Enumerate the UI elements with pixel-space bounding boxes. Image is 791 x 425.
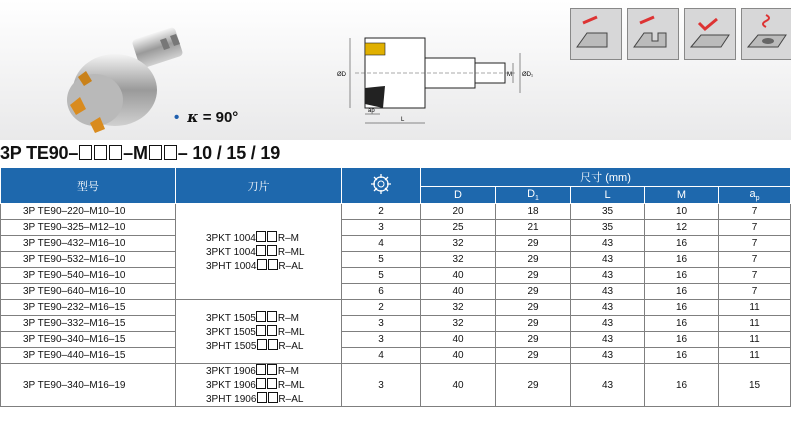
cell-ap: 7 <box>719 284 791 300</box>
cell-l: 35 <box>571 204 645 220</box>
cell-z: 3 <box>342 316 421 332</box>
cell-m: 16 <box>645 332 719 348</box>
cell-m: 16 <box>645 268 719 284</box>
placeholder-box <box>267 231 277 242</box>
cell-d: 32 <box>421 300 496 316</box>
cell-model: 3P TE90–325–M12–10 <box>1 220 176 236</box>
placeholder-box <box>256 325 266 336</box>
cell-model: 3P TE90–232–M16–15 <box>1 300 176 316</box>
cell-d1: 29 <box>496 316 571 332</box>
insert-line: 3PKT 1505 R–ML <box>206 326 305 338</box>
placeholder-box <box>257 392 267 403</box>
cell-ap: 7 <box>719 204 791 220</box>
dim-d1-label: ØD₁ <box>522 72 534 78</box>
table-row <box>1 364 791 407</box>
cell-l: 43 <box>571 300 645 316</box>
spec-table <box>0 167 791 407</box>
header-d1: $D_1$ <box>496 187 571 204</box>
cell-model: 3P TE90–432–M16–10 <box>1 236 176 252</box>
cell-l: 43 <box>571 316 645 332</box>
cell-model: 3P TE90–340–M16–19 <box>1 364 176 407</box>
cell-m: 16 <box>645 252 719 268</box>
cell-d1: 29 <box>496 348 571 364</box>
cell-model: 3P TE90–220–M10–10 <box>1 204 176 220</box>
cell-z: 4 <box>342 348 421 364</box>
placeholder-box <box>268 392 278 403</box>
cell-l: 43 <box>571 284 645 300</box>
cell-model: 3P TE90–440–M16–15 <box>1 348 176 364</box>
table-row <box>1 316 791 332</box>
placeholder-box <box>256 245 266 256</box>
dimension-drawing <box>335 28 535 128</box>
cell-d: 40 <box>421 284 496 300</box>
cell-ap: 7 <box>719 252 791 268</box>
ramping-icon <box>741 8 791 60</box>
dim-l-label: L <box>401 117 405 123</box>
placeholder-box <box>267 325 277 336</box>
placeholder-box <box>267 311 277 322</box>
placeholder-box <box>267 245 277 256</box>
cell-z: 3 <box>342 332 421 348</box>
cell-m: 16 <box>645 236 719 252</box>
cell-z: 2 <box>342 204 421 220</box>
insert-line: 3PKT 1505 R–M <box>206 312 299 324</box>
cell-ap: 7 <box>719 220 791 236</box>
placeholder-box <box>256 311 266 322</box>
placeholder-box <box>79 145 92 160</box>
face-milling-icon <box>684 8 736 60</box>
slot-milling-icon <box>627 8 679 60</box>
placeholder-box <box>94 145 107 160</box>
cell-m: 16 <box>645 348 719 364</box>
placeholder-box <box>268 259 278 270</box>
table-row <box>1 284 791 300</box>
cell-ap: 15 <box>719 364 791 407</box>
insert-line: 3PKT 1906 R–M <box>206 366 299 378</box>
table-row <box>1 332 791 348</box>
placeholder-box <box>256 231 266 242</box>
cell-d: 32 <box>421 236 496 252</box>
placeholder-box <box>267 364 277 375</box>
placeholder-box <box>109 145 122 160</box>
header-model: 型号 <box>1 168 176 204</box>
cell-z: 3 <box>342 220 421 236</box>
insert-line: 3PHT 1505 R–AL <box>206 340 304 352</box>
insert-line: 3PHT 1906 R–AL <box>206 394 304 406</box>
cell-d1: 29 <box>496 300 571 316</box>
insert-cell <box>176 364 342 407</box>
page-title: 3P TE90– –M – 10 / 15 / 19 <box>0 143 281 163</box>
cell-d1: 29 <box>496 284 571 300</box>
placeholder-box <box>149 145 162 160</box>
cell-z: 2 <box>342 300 421 316</box>
header-area <box>0 0 791 140</box>
cell-m: 16 <box>645 364 719 407</box>
cell-d1: 29 <box>496 364 571 407</box>
dim-ap-label: ap <box>368 108 375 114</box>
cell-l: 43 <box>571 348 645 364</box>
header-ap: $a_p$ <box>719 187 791 204</box>
dim-m-label: M <box>507 72 512 78</box>
insert-cell <box>176 300 342 364</box>
cell-m: 16 <box>645 300 719 316</box>
cell-d: 32 <box>421 252 496 268</box>
insert-line: 3PKT 1004 R–ML <box>206 246 305 258</box>
cell-d1: 29 <box>496 268 571 284</box>
cell-z: 5 <box>342 268 421 284</box>
header-d: D <box>421 187 496 204</box>
placeholder-box <box>257 259 267 270</box>
table-row <box>1 220 791 236</box>
cell-d1: 18 <box>496 204 571 220</box>
cell-d1: 29 <box>496 332 571 348</box>
cell-z: 6 <box>342 284 421 300</box>
placeholder-box <box>256 364 266 375</box>
cell-model: 3P TE90–332–M16–15 <box>1 316 176 332</box>
cell-l: 43 <box>571 236 645 252</box>
cell-model: 3P TE90–532–M16–10 <box>1 252 176 268</box>
cell-d: 40 <box>421 268 496 284</box>
cell-z: 3 <box>342 364 421 407</box>
placeholder-box <box>256 378 266 389</box>
cell-l: 43 <box>571 268 645 284</box>
placeholder-box <box>268 339 278 350</box>
cell-ap: 11 <box>719 316 791 332</box>
insert-cell <box>176 204 342 300</box>
entering-angle-label: • κ = 90° <box>174 108 239 126</box>
cell-d: 40 <box>421 348 496 364</box>
cell-ap: 11 <box>719 348 791 364</box>
header-m: M <box>645 187 719 204</box>
placeholder-box <box>164 145 177 160</box>
cell-model: 3P TE90–540–M16–10 <box>1 268 176 284</box>
placeholder-box <box>257 339 267 350</box>
cell-d1: 29 <box>496 236 571 252</box>
header-size: 尺寸 (mm) <box>421 168 791 187</box>
header-teeth <box>342 168 421 204</box>
cell-model: 3P TE90–340–M16–15 <box>1 332 176 348</box>
cell-ap: 7 <box>719 236 791 252</box>
cell-l: 43 <box>571 364 645 407</box>
cell-d: 25 <box>421 220 496 236</box>
cell-d1: 29 <box>496 252 571 268</box>
cell-z: 5 <box>342 252 421 268</box>
cell-l: 35 <box>571 220 645 236</box>
header-l: L <box>571 187 645 204</box>
cell-d: 40 <box>421 332 496 348</box>
cell-z: 4 <box>342 236 421 252</box>
cell-d: 40 <box>421 364 496 407</box>
cell-m: 10 <box>645 204 719 220</box>
table-row <box>1 236 791 252</box>
cell-ap: 7 <box>719 268 791 284</box>
placeholder-box <box>267 378 277 389</box>
cell-d: 20 <box>421 204 496 220</box>
teeth-count-icon <box>370 173 392 195</box>
cell-model: 3P TE90–640–M16–10 <box>1 284 176 300</box>
table-row <box>1 268 791 284</box>
table-row <box>1 348 791 364</box>
dim-d-label: ØD <box>337 72 346 78</box>
table-row <box>1 204 791 220</box>
cell-m: 12 <box>645 220 719 236</box>
cell-m: 16 <box>645 316 719 332</box>
insert-line: 3PKT 1004 R–M <box>206 232 299 244</box>
table-row <box>1 252 791 268</box>
cell-ap: 11 <box>719 300 791 316</box>
insert-line: 3PKT 1906 R–ML <box>206 380 305 392</box>
cell-l: 43 <box>571 252 645 268</box>
cell-d: 32 <box>421 316 496 332</box>
insert-line: 3PHT 1004 R–AL <box>206 260 304 272</box>
cell-m: 16 <box>645 284 719 300</box>
table-row <box>1 300 791 316</box>
cell-d1: 21 <box>496 220 571 236</box>
header-insert: 刀片 <box>176 168 342 204</box>
cell-ap: 11 <box>719 332 791 348</box>
cell-l: 43 <box>571 332 645 348</box>
shoulder-milling-icon <box>570 8 622 60</box>
